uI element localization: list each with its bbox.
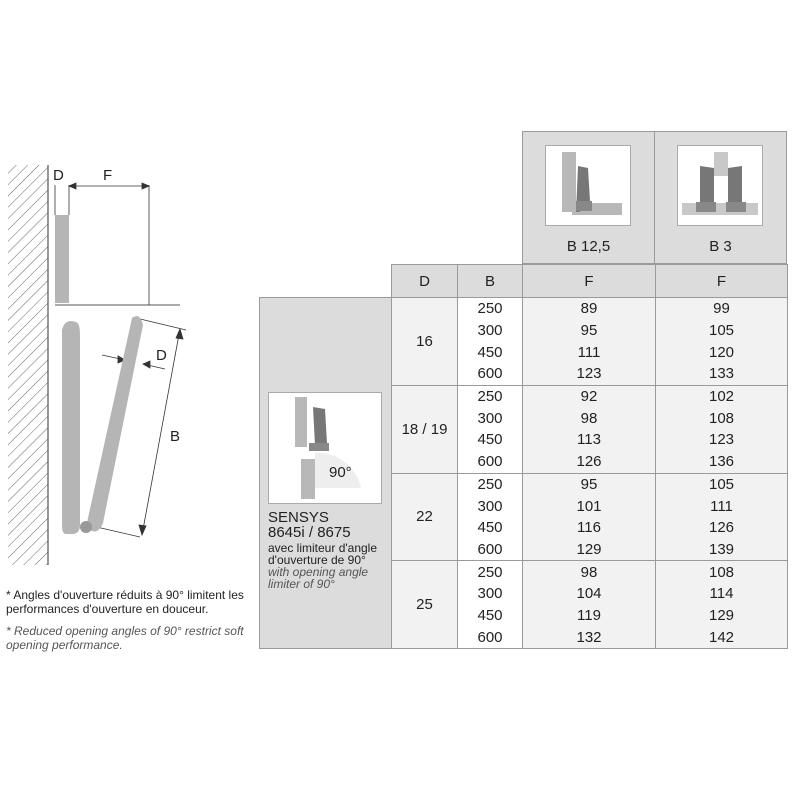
cell-f1: 95 bbox=[523, 473, 656, 495]
cell-f2: 133 bbox=[656, 363, 788, 385]
cell-b: 600 bbox=[458, 363, 523, 385]
cell-b: 450 bbox=[458, 429, 523, 451]
product-name-line2: 8645i / 8675 bbox=[268, 524, 351, 541]
note-french: * Angles d'ouverture réduits à 90° limitent les performances d'ouverture en douceur. bbox=[6, 588, 244, 616]
overlay-hinge-icon bbox=[545, 145, 631, 226]
cell-b: 250 bbox=[458, 385, 523, 407]
cell-f1: 113 bbox=[523, 429, 656, 451]
hinge-header-b12-5 bbox=[522, 131, 655, 264]
hinge-label-b3: B 3 bbox=[709, 238, 732, 255]
hinge-label-b12-5: B 12,5 bbox=[566, 238, 611, 255]
note-english: * Reduced opening angles of 90° restrict soft opening performance. bbox=[6, 624, 244, 652]
column-header-b: B bbox=[458, 265, 523, 298]
cell-f2: 105 bbox=[656, 320, 788, 342]
hinge-dimension-diagram bbox=[0, 0, 260, 600]
cell-d: 16 bbox=[392, 298, 458, 386]
cell-b: 300 bbox=[458, 583, 523, 605]
cell-d: 18 / 19 bbox=[392, 385, 458, 473]
cell-f1: 89 bbox=[523, 298, 656, 320]
cell-f1: 119 bbox=[523, 605, 656, 627]
cell-b: 300 bbox=[458, 320, 523, 342]
cell-f2: 99 bbox=[656, 298, 788, 320]
cell-f2: 111 bbox=[656, 495, 788, 517]
product-description bbox=[268, 510, 388, 590]
cell-b: 450 bbox=[458, 605, 523, 627]
column-header-d: D bbox=[392, 265, 458, 298]
cell-f2: 114 bbox=[656, 583, 788, 605]
label-d-side: D bbox=[156, 347, 167, 364]
angle-label: 90° bbox=[329, 464, 352, 481]
cell-f1: 132 bbox=[523, 626, 656, 648]
cell-b: 600 bbox=[458, 451, 523, 473]
cell-f1: 129 bbox=[523, 539, 656, 561]
cell-b: 600 bbox=[458, 539, 523, 561]
cell-b: 450 bbox=[458, 517, 523, 539]
cell-f1: 95 bbox=[523, 320, 656, 342]
wall-hatching bbox=[8, 165, 48, 565]
label-d-top: D bbox=[53, 167, 64, 184]
sensys-hinge-image bbox=[268, 392, 382, 504]
cell-d: 25 bbox=[392, 561, 458, 649]
cell-f1: 101 bbox=[523, 495, 656, 517]
product-desc-en: with opening angle limiter of 90° bbox=[268, 565, 369, 591]
side-panel-rounded bbox=[62, 321, 80, 534]
cell-f1: 123 bbox=[523, 363, 656, 385]
cell-f2: 129 bbox=[656, 605, 788, 627]
cabinet-side-panel bbox=[55, 215, 180, 305]
cell-f2: 102 bbox=[656, 385, 788, 407]
cell-f1: 92 bbox=[523, 385, 656, 407]
cell-f2: 108 bbox=[656, 561, 788, 583]
cell-b: 300 bbox=[458, 495, 523, 517]
cell-f1: 126 bbox=[523, 451, 656, 473]
cell-f1: 98 bbox=[523, 561, 656, 583]
inset-hinge-icon bbox=[677, 145, 763, 226]
cell-f2: 139 bbox=[656, 539, 788, 561]
cell-f2: 142 bbox=[656, 626, 788, 648]
product-desc-fr: avec limiteur d'angle d'ouverture de 90° bbox=[268, 541, 378, 567]
door-panel-opened bbox=[80, 316, 143, 533]
label-f: F bbox=[103, 167, 113, 184]
cell-f1: 111 bbox=[523, 341, 656, 363]
product-name-line1: SENSYS bbox=[268, 509, 329, 526]
column-header-f1: F bbox=[523, 265, 656, 298]
column-header-row bbox=[260, 265, 788, 298]
hinge-header-b3 bbox=[654, 131, 787, 264]
cell-b: 250 bbox=[458, 298, 523, 320]
cell-f1: 104 bbox=[523, 583, 656, 605]
cell-d: 22 bbox=[392, 473, 458, 561]
cell-f2: 120 bbox=[656, 341, 788, 363]
cell-f2: 105 bbox=[656, 473, 788, 495]
cell-b: 600 bbox=[458, 626, 523, 648]
cell-b: 450 bbox=[458, 341, 523, 363]
cell-f2: 123 bbox=[656, 429, 788, 451]
cell-f2: 136 bbox=[656, 451, 788, 473]
cell-f1: 116 bbox=[523, 517, 656, 539]
label-b: B bbox=[170, 428, 181, 445]
column-header-f2: F bbox=[656, 265, 788, 298]
table-row bbox=[260, 298, 788, 320]
cell-b: 300 bbox=[458, 407, 523, 429]
cell-f1: 98 bbox=[523, 407, 656, 429]
cell-f2: 126 bbox=[656, 517, 788, 539]
cell-b: 250 bbox=[458, 561, 523, 583]
cell-f2: 108 bbox=[656, 407, 788, 429]
cell-b: 250 bbox=[458, 473, 523, 495]
